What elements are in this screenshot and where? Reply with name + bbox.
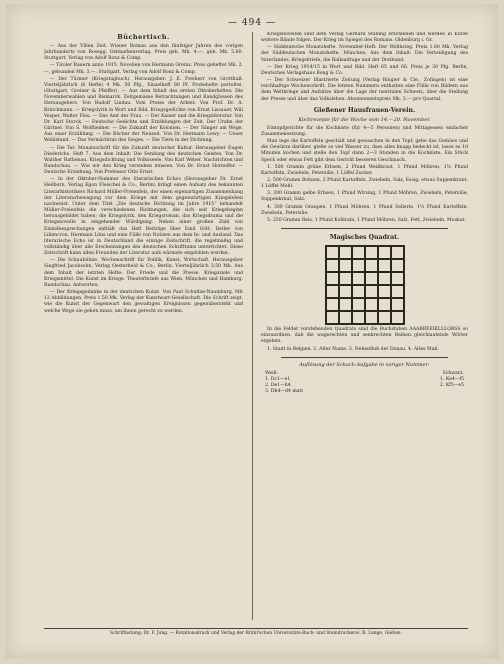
recipe-paragraph: 4. 300 Gramm Graupen, 1 Pfund Möhren, 1 Pfund Sellerie, 1½ Pfund Kartoffeln, Zwiebeln, Petersilie. — [261, 204, 468, 216]
left-paragraph: — Der Türmer (Kriegstagbuch). Herausgeber: J. E. Freiherr von Grotthuß. Vierteljährlich (6 Hefte) 4 Mk. 50 Pfg., Einzelheft 80 Pf. Probehefte portofrei. (Stuttgart, Greiner & Pfeiffer). — Aus dem Inhalt des ersten Oktoberheftes: Die Novemberwahlen und Bismarck. Zeitgemässe Betrachtungen und Randglossen des Herausgebers. Von Rudolf Lindau. Vom Preise der Arbeit. Von Prof. Dr. A. Brinckmann. — Kriegslyrik in Wort und Bild. Kriegsgedichte von Ernst Lissauer, Will Vesper, Walter Flex. — Das Amt der Frau. — Der Kaiser und die Kriegsliteratur. Von Dr. Karl Storck. — Deutsche Gedichte und Erzählungen der Zeit. Der Urahn der Gärtner. Von S. Wolfheimer. — Die Zukunft der Kolonien. — Der Sänger am Wege. Aus einer Erzählung. — Die Bücher der Neuzeit. Von Dr. Hermann Lewy. — Unser Wohlstand. — Das Vermächtnis des Sieges. — Die Tiere in der Dichtung. — [44, 76, 243, 144]
solution-title: Auflösung der Schach-Aufgabe in voriger Nummer: — [299, 361, 430, 368]
club-header: Gießener Hausfrauen-Verein. — [313, 106, 416, 114]
recipe-paragraph: 5. 250 Gramm Reis, 1 Pfund Kohlrabi, 1 Pfund Möhren, Salz, Fett, Zwiebeln, Muskat. — [267, 217, 466, 223]
right-paragraph: Kriegsnovellen sind dem Verlag Gerhard Stalling erschienen und werden in Kürze weitere Bände folgen. Der Krieg im Spiegel des Romans. Oldenburg i. Gr. — [261, 32, 468, 44]
section-divider — [281, 357, 448, 358]
left-paragraph: — Die Tat. Monatsschrift für die Zukunft deutscher Kultur. Herausgeber Eugen Diederichs. Heft 7. Aus dem Inhalt: Die Sendung des deutschen Geistes. Von Dr. Walther Rathenau. Kriegsdichtung und Volksseele. Von Karl Weber. Nachrichten und Rundschau. — Wie wir den Krieg verstehen müssen. Von Dr. Ernst Horneffer. — Deutsche Erziehung. Von Professor Otto Ernst. — [44, 145, 243, 176]
column-divider — [252, 32, 253, 620]
recipe-paragraph: Eintopfgerichte für die Kochkiste (für 4—5 Personen) und Mittagessen einfacher Zusammensetzung. — [261, 125, 468, 137]
recipe-subtitle: Kochrezepte für die Woche vom 14.—20. November. — [298, 116, 431, 123]
left-paragraph: — Die Schaubühne. Wochenschrift für Politik, Kunst, Wirtschaft. Herausgeber Siegfried Jacobsohn. Verlag Oesterheld & Co., Berlin. Vierteljährlich 3.50 Mk. Aus dem Inhalt der letzten Hefte: Der Friede und die Presse. Kriegsziele und Kriegsmittel. Die Kunst im Kriege. Theaterbriefe aus Wien, München und Hamburg. Rundschau. Antworten. — [44, 258, 243, 288]
solution-row: 2. De1—h4 2. Kf5—e5 — [265, 383, 464, 389]
right-paragraph: — Der Krieg 1914/15 in Wort und Bild. Heft 65 und 66. Preis je 30 Pfg. Berlin, Deutsches Verlagshaus Bong & Co. — [261, 64, 468, 76]
left-paragraph: — Der Kriegsgedanke in der deutschen Kunst. Von Paul Schultze-Naumburg. Mit 12 Abbildungen. Preis 1.50 Mk. Verlag der Kunstwart-Gesellschaft. Die Schrift zeigt, wie die Kunst der Gegenwart den gewaltigen Ereignissen gegenübersteht und welche Wege sie gehen muss, um ihnen gerecht zu werden. — [44, 290, 243, 314]
puzzle-text: In die Felder vorstehenden Quadrats sind die Buchstaben AAABBEEIKLLLORSS so einzuordnen, daß die wagerechten und senkrechten Reihen gleichlautende Wörter ergeben. — [261, 327, 468, 345]
page-number: — 494 — — [228, 18, 276, 28]
newspaper-page — [6, 4, 498, 658]
left-column — [44, 32, 243, 620]
right-column — [261, 32, 468, 620]
puzzle-title: Magisches Quadrat. — [329, 234, 400, 242]
magic-square-grid — [320, 245, 410, 325]
solution-row: 3. Dh4—d4 matt — [265, 389, 304, 395]
left-paragraph: — Aus der Villen Zeit. Wiener Roman aus den fünfziger Jahren des vorigen Jahrhunderts von Rosegg. Ostmarkenverlag. Preis geh. Mk. 4.—, geb. Mk. 5.60. Stuttgart, Verlag von Adolf Bonz & Comp. — [44, 44, 243, 62]
left-section-header: Büchertisch. — [117, 33, 170, 41]
left-paragraph: — In der Oktober-Nummer des literarischen Echos (Herausgeber Dr. Ernst Heilborn, Verlag Egon Fleischel & Co., Berlin) bringt einen Aufsatz des bekannten Literarhistorikers Richard Müller-Freienfels, der einen eigenartigen Zusammenhang der Literaturbewegung vor dem Kriege mit dem gegenwärtigen Kriegsleben nachweist. Unter dem Titel „Die deutsche Dichtung im Jahre 1915“ behandelt Müller-Freienfels die verschiedenen Richtungen, die sich seit Kriegsbeginn herausgebildet haben; die Kriegslyrik, den Kriegsroman, das Kriegsdrama und die Kriegsnovelle in eingehender Würdigung. Neben einer großen Zahl von Einzelbesprechungen enthält das Heft Beiträge über Emil Gött, Detlev von Liliencron, Hermann Löns und eine Fülle von Notizen aus dem In- und Ausland. Das literarische Echo ist in Deutschland die einzige Zeitschrift, die regelmäßig und vollständig über alle Erscheinungen des deutschen Schrifttums unterrichtet. Diese Zeitschrift kann allen Freunden der Literatur aufs wärmste empfohlen werden. — [44, 177, 243, 257]
right-paragraph: — Süddeutsche Monatshefte. November-Heft: Der Weltkrieg. Preis 1.80 Mk. Verlag der Süddeutschen Monatshefte, München. Aus dem Inhalt: Die Verteidigung des Vaterlandes, Kriegsbriefe, die Balkanfrage und der Dreibund. — [261, 45, 468, 63]
imprint-footer: Schriftleitung: Dr. F. Jung. — Rotationsdruck und Verlag der Brühl'schen Universitäts-Buch- und Steindruckerei. R. Lange, Gießen. — [44, 628, 468, 636]
left-paragraph: — Tiroler Bauern anno 1915. Novellen von Hermann Greinz. Preis geheftet Mk. 2.—, gebunden Mk. 3.—. Stuttgart, Verlag von Adolf Bonz & Comp. — [44, 63, 243, 75]
chess-solution — [261, 371, 468, 396]
recipe-paragraph: Man lege die Kartoffeln geschält und gewaschen in den Topf, gebe das Gemüse und die Gewürze darüber, gieße so viel Wasser zu, dass alles knapp bedeckt ist, lasse es 10 Minuten kochen und stelle den Topf dann 2—3 Stunden in die Kochkiste. Ein Stück Speck oder etwas Fett gibt dem Gericht besseren Geschmack. — [261, 139, 468, 163]
recipe-paragraph: 3. 300 Gramm gelbe Erbsen, 1 Pfund Wirsing, 1 Pfund Möhren, Zwiebeln, Petersilie, Suppenkraut, Salz. — [261, 191, 468, 203]
recipe-paragraph: 1. 500 Gramm grüne Erbsen, 2 Pfund Weißkraut, 1 Pfund Möhren, 1½ Pfund Kartoffeln, Zwiebeln, Petersilie, 1 Löffel Zucker. — [261, 164, 468, 176]
solution-row: Weiß. Schwarz. — [265, 370, 464, 376]
section-divider — [281, 228, 448, 229]
recipe-paragraph: 2. 500 Gramm Bohnen, 2 Pfund Kartoffeln, Zwiebeln, Salz, Essig, etwas Suppenkraut, 1 Löffel Mehl. — [261, 177, 468, 190]
puzzle-clues: 1. Stadt in Belgien. 2. Alter Name. 3. Nebenfluß der Donau. 4. Altes Maß. — [267, 346, 439, 352]
right-paragraph: — Der Schweizer Illustrierte Zeitung (Verlag Ringier & Cie., Zofingen) ist eine reichhaltige Wochenschrift. Die letzten Nummern enthalten eine Fülle von Bildern aus dem Weltkriege und Aufsätze über die Lage der neutralen Schweiz, über die Stellung der Presse und über das Volksleben. Abonnementspreis Mk. 3.— pro Quartal. — [261, 78, 468, 102]
solution-row: 1. Dc1—e1 1. Ke4—f5 — [265, 376, 464, 382]
